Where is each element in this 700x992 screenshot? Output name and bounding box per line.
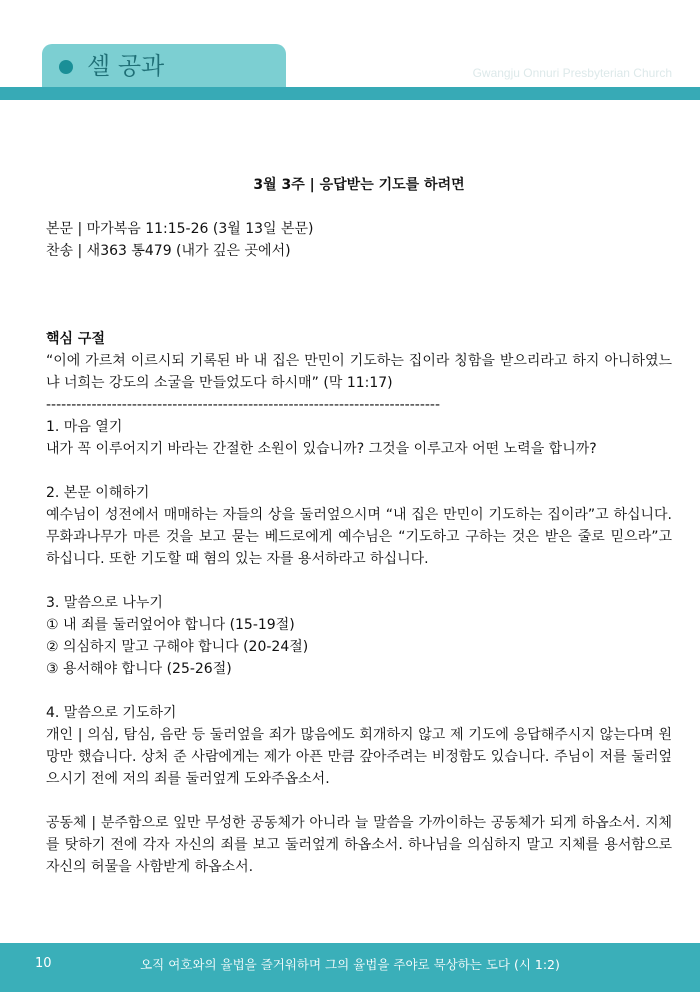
spacer <box>46 570 672 592</box>
sharing-item: ② 의심하지 말고 구해야 합니다 (20-24절) <box>46 639 309 655</box>
section-body-open-heart: 내가 꼭 이루어지기 바라는 간절한 소원이 있습니까? 그것을 이루고자 어떤 노력을 합니까? <box>46 441 597 457</box>
section-heading-sharing: 3. 말씀으로 나누기 <box>46 595 163 611</box>
section-heading-open-heart: 1. 마음 열기 <box>46 419 123 435</box>
spacer <box>46 196 672 218</box>
section-heading-prayer: 4. 말씀으로 기도하기 <box>46 705 177 721</box>
scripture-reference: 본문 | 마가복음 11:15-26 (3월 13일 본문) <box>46 221 314 237</box>
spacer <box>46 460 672 482</box>
section-tab <box>42 44 286 90</box>
sharing-item: ① 내 죄를 둘러엎어야 합니다 (15-19절) <box>46 617 295 633</box>
lesson-title: 3월 3주 | 응답받는 기도를 하려면 <box>253 177 465 193</box>
sharing-item: ③ 용서해야 합니다 (25-26절) <box>46 661 232 677</box>
section-body-understand-text: 예수님이 성전에서 매매하는 자들의 상을 둘러엎으시며 “내 집은 만민이 기도하는 집이라”고 하십니다. 무화과나무가 마른 것을 보고 묻는 베드로에게 예수님은 “기도하고 구하는 것은 받은 줄로 믿으라”고 하십니다. 또한 기도할 때 혐의 있는 자를 용서하라고 하십니다. <box>46 507 672 567</box>
key-verse-text: “이에 가르쳐 이르시되 기록된 바 내 집은 만민이 기도하는 집이라 칭함을 받으리라고 하지 아니하였느냐 너희는 강도의 소굴을 만들었도다 하시매” (막 11:17) <box>46 353 672 391</box>
section-title: 셀 공과 <box>87 52 165 80</box>
church-name: Gwangju Onnuri Presbyterian Church <box>472 66 672 80</box>
bullet-dot-icon <box>59 60 73 74</box>
header-bar <box>0 87 700 100</box>
footer-bar <box>0 943 700 992</box>
lesson-content <box>46 174 672 878</box>
spacer <box>46 790 672 812</box>
spacer <box>46 262 672 328</box>
prayer-personal: 개인 | 의심, 탐심, 음란 등 둘러엎을 죄가 많음에도 회개하지 않고 제 기도에 응답해주시지 않는다며 원망만 했습니다. 상처 준 사람에게는 제가 아픈 만큼 갚아주려는 비정함도 있습니다. 주님이 저를 둘러엎으시기 전에 저의 죄를 둘러엎게 도와주옵소서. <box>46 727 672 787</box>
page-number: 10 <box>35 956 52 971</box>
key-verse-heading: 핵심 구절 <box>46 331 105 347</box>
footer-verse: 오직 여호와의 율법을 즐거워하며 그의 율법을 주야로 묵상하는 도다 (시 1:2) <box>140 957 560 972</box>
hymn-reference: 찬송 | 새363 통479 (내가 깊은 곳에서) <box>46 243 291 259</box>
spacer <box>46 680 672 702</box>
section-heading-understand-text: 2. 본문 이해하기 <box>46 485 150 501</box>
prayer-community: 공동체 | 분주함으로 잎만 무성한 공동체가 아니라 늘 말씀을 가까이하는 공동체가 되게 하옵소서. 지체를 탓하기 전에 각자 자신의 죄를 보고 둘러엎게 하옵소서. 하나님을 의심하지 말고 지체를 용서함으로 자신의 허물을 사함받게 하옵소서. <box>46 815 672 875</box>
dashed-divider: ------------------------------------------------------------------------------ <box>46 397 441 413</box>
